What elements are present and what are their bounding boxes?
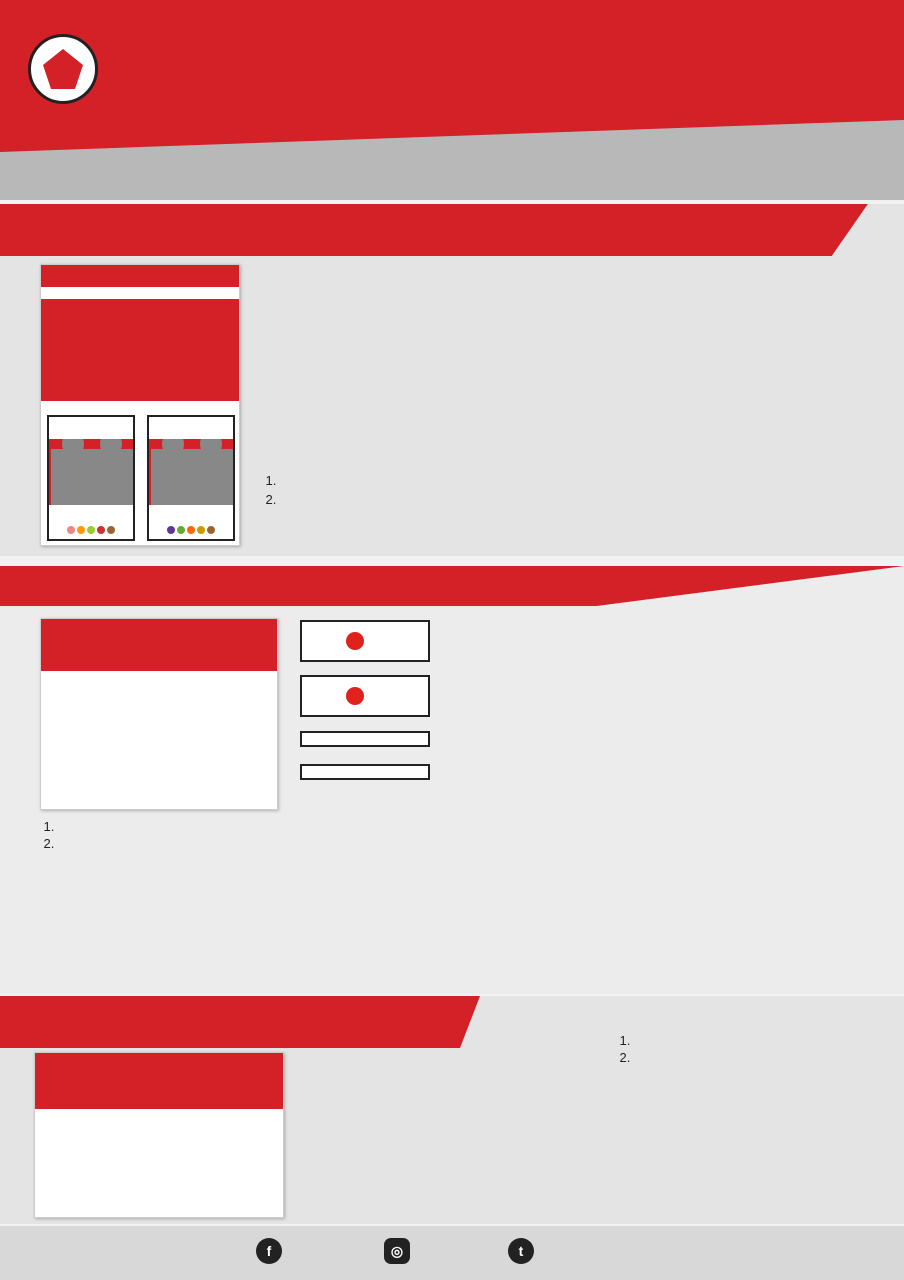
tomato-icon <box>346 632 364 650</box>
sample-header <box>35 1053 283 1109</box>
candidate-row <box>303 734 427 745</box>
photo <box>149 439 233 505</box>
rule-item <box>58 835 298 852</box>
ballot-small-3 <box>300 731 430 747</box>
garuda-icon <box>43 49 83 89</box>
ballot-header <box>305 625 425 657</box>
facebook-icon: f <box>256 1238 282 1264</box>
rule-item <box>634 1049 896 1066</box>
sample-number <box>149 417 233 439</box>
sample-area <box>41 671 277 677</box>
dpd-sample <box>34 1052 284 1218</box>
presiden-bar <box>0 204 904 256</box>
instagram-link[interactable] <box>384 1238 418 1264</box>
ballot-header <box>305 680 425 712</box>
sample-header <box>41 619 277 671</box>
ballot-small-1 <box>300 620 430 662</box>
presiden-sample <box>40 264 240 546</box>
dpd-rules <box>612 1032 896 1066</box>
instagram-icon: ◎ <box>384 1238 410 1264</box>
sample-candidate-row <box>39 1135 279 1213</box>
rule-item <box>58 818 298 835</box>
sample-subtitle <box>41 287 239 299</box>
tomato-icon <box>346 687 364 705</box>
dpd-bar <box>0 996 500 1048</box>
header-grey-band <box>0 120 904 200</box>
rule-item <box>634 1032 896 1049</box>
ballot-small-4 <box>300 764 430 780</box>
rule-item <box>280 471 898 490</box>
dpr-sample <box>40 618 278 810</box>
twitter-icon: t <box>508 1238 534 1264</box>
sample-party-grid <box>45 685 273 807</box>
ballot-small-2 <box>300 675 430 717</box>
facebook-link[interactable] <box>256 1238 290 1264</box>
footer <box>0 1226 904 1280</box>
photo <box>49 439 133 505</box>
sample-card-9 <box>147 415 235 541</box>
party-logos <box>49 523 133 537</box>
header <box>0 0 904 200</box>
twitter-link[interactable] <box>508 1238 542 1264</box>
candidate-row <box>303 767 427 778</box>
sample-area <box>35 1109 283 1115</box>
sample-header <box>41 265 239 401</box>
rule-item <box>280 490 898 509</box>
sample-number <box>49 417 133 439</box>
dpr-rules <box>36 818 298 852</box>
sample-card-8 <box>47 415 135 541</box>
presiden-rules <box>258 471 898 509</box>
party-logos <box>149 523 233 537</box>
kip-logo <box>28 34 98 104</box>
